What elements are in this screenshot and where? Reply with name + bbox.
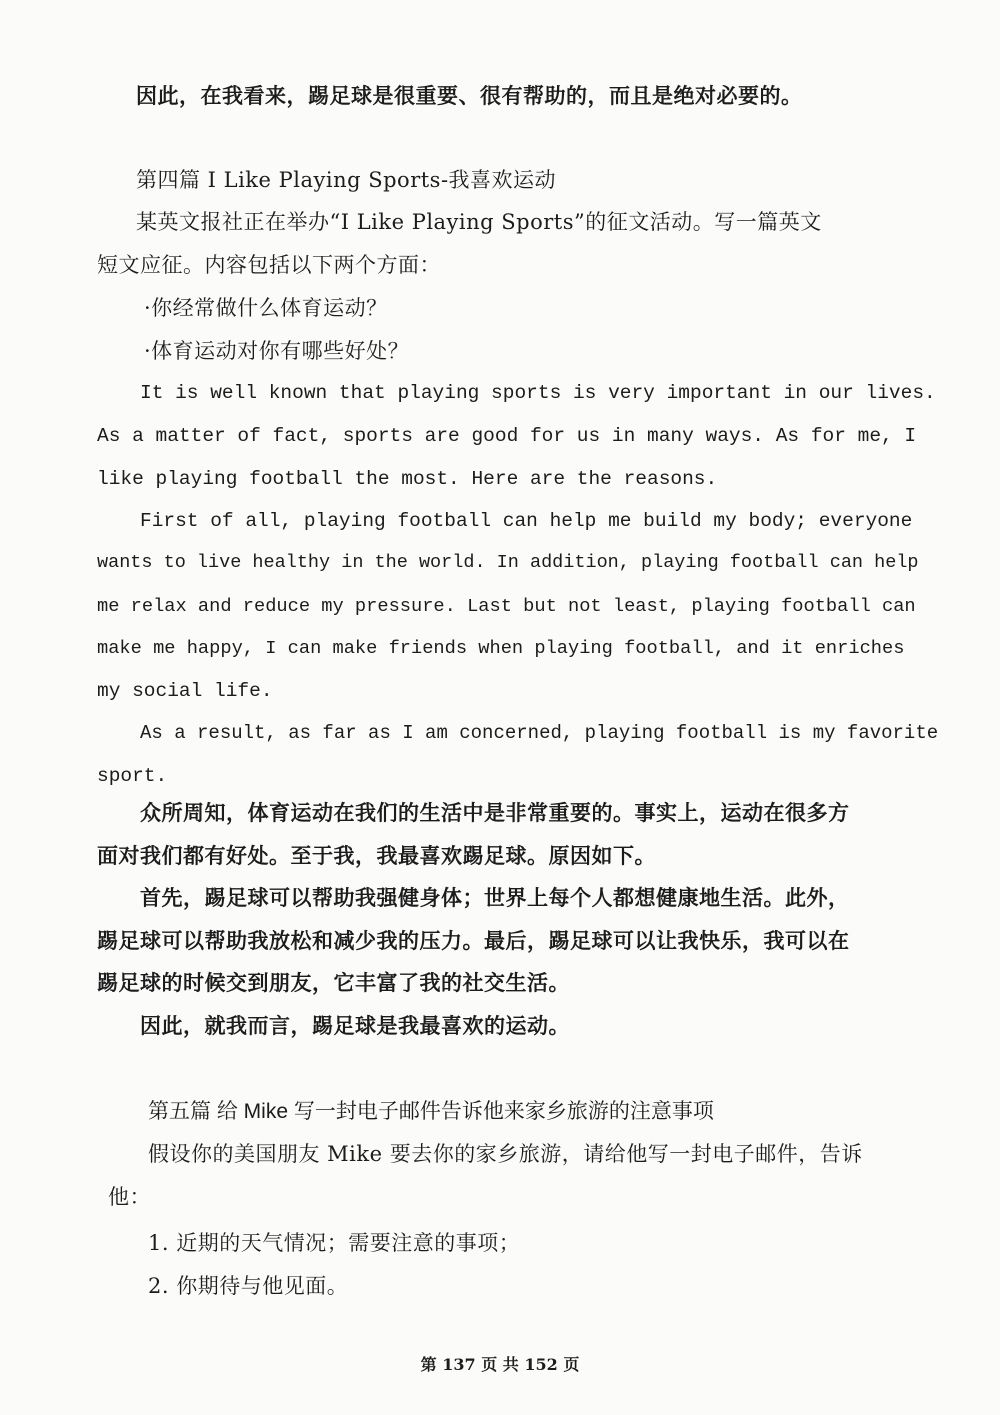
section-5-item-2: 2. 你期待与他见面。	[148, 1274, 349, 1298]
essay-en-line: As a matter of fact, sports are good for us in many ways. As for me, I	[97, 425, 917, 447]
section-5-item-1: 1. 近期的天气情况；需要注意的事项；	[148, 1231, 521, 1255]
page-number-footer: 第 137 页 共 152 页	[420, 1355, 580, 1374]
section-5-heading: 第五篇 给 Mike 写一封电子邮件告诉他来家乡旅游的注意事项	[148, 1100, 714, 1123]
section-4-bullet-1: ·你经常做什么体育运动？	[144, 296, 388, 320]
translation-line: 面对我们都有好处。至于我，我最喜欢踢足球。原因如下。	[97, 843, 656, 868]
section-5-prompt-line-2: 他：	[108, 1185, 151, 1209]
translation-line: 首先，踢足球可以帮助我强健身体；世界上每个人都想健康地生活。此外，	[140, 885, 850, 910]
translation-line: 踢足球可以帮助我放松和减少我的压力。最后，踢足球可以让我快乐，我可以在	[97, 928, 850, 953]
conclusion-line: 因此，在我看来，踢足球是很重要、很有帮助的，而且是绝对必要的。	[136, 83, 803, 108]
essay-en-line: wants to live healthy in the world. In addition, playing football can help	[97, 552, 919, 573]
essay-en-line: As a result, as far as I am concerned, playing football is my favorite	[140, 722, 939, 744]
essay-en-line: make me happy, I can make friends when playing football, and it enriches	[97, 637, 905, 659]
essay-en-line: sport.	[97, 765, 168, 787]
essay-en-line: It is well known that playing sports is very important in our lives.	[140, 382, 936, 404]
section-4-heading: 第四篇 I Like Playing Sports-我喜欢运动	[136, 168, 557, 192]
section-4-prompt-line-1: 某英文报社正在举办“I Like Playing Sports”的征文活动。写一篇英文	[136, 210, 822, 234]
essay-en-line: my social life.	[97, 680, 273, 702]
essay-en-line: like playing football the most. Here are the reasons.	[97, 468, 718, 490]
translation-line: 众所周知，体育运动在我们的生活中是非常重要的。事实上，运动在很多方	[140, 800, 850, 825]
section-4-bullet-2: ·体育运动对你有哪些好处？	[144, 339, 410, 363]
section-5-prompt-line-1: 假设你的美国朋友 Mike 要去你的家乡旅游，请给他写一封电子邮件，告诉	[148, 1142, 863, 1166]
translation-line: 踢足球的时候交到朋友，它丰富了我的社交生活。	[97, 970, 570, 995]
translation-line: 因此，就我而言，踢足球是我最喜欢的运动。	[140, 1013, 570, 1038]
essay-en-line: First of all, playing football can help me build my body; everyone	[140, 510, 913, 532]
section-4-prompt-line-2: 短文应征。内容包括以下两个方面：	[97, 253, 441, 277]
essay-en-line: me relax and reduce my pressure. Last but not least, playing football can	[97, 595, 916, 617]
